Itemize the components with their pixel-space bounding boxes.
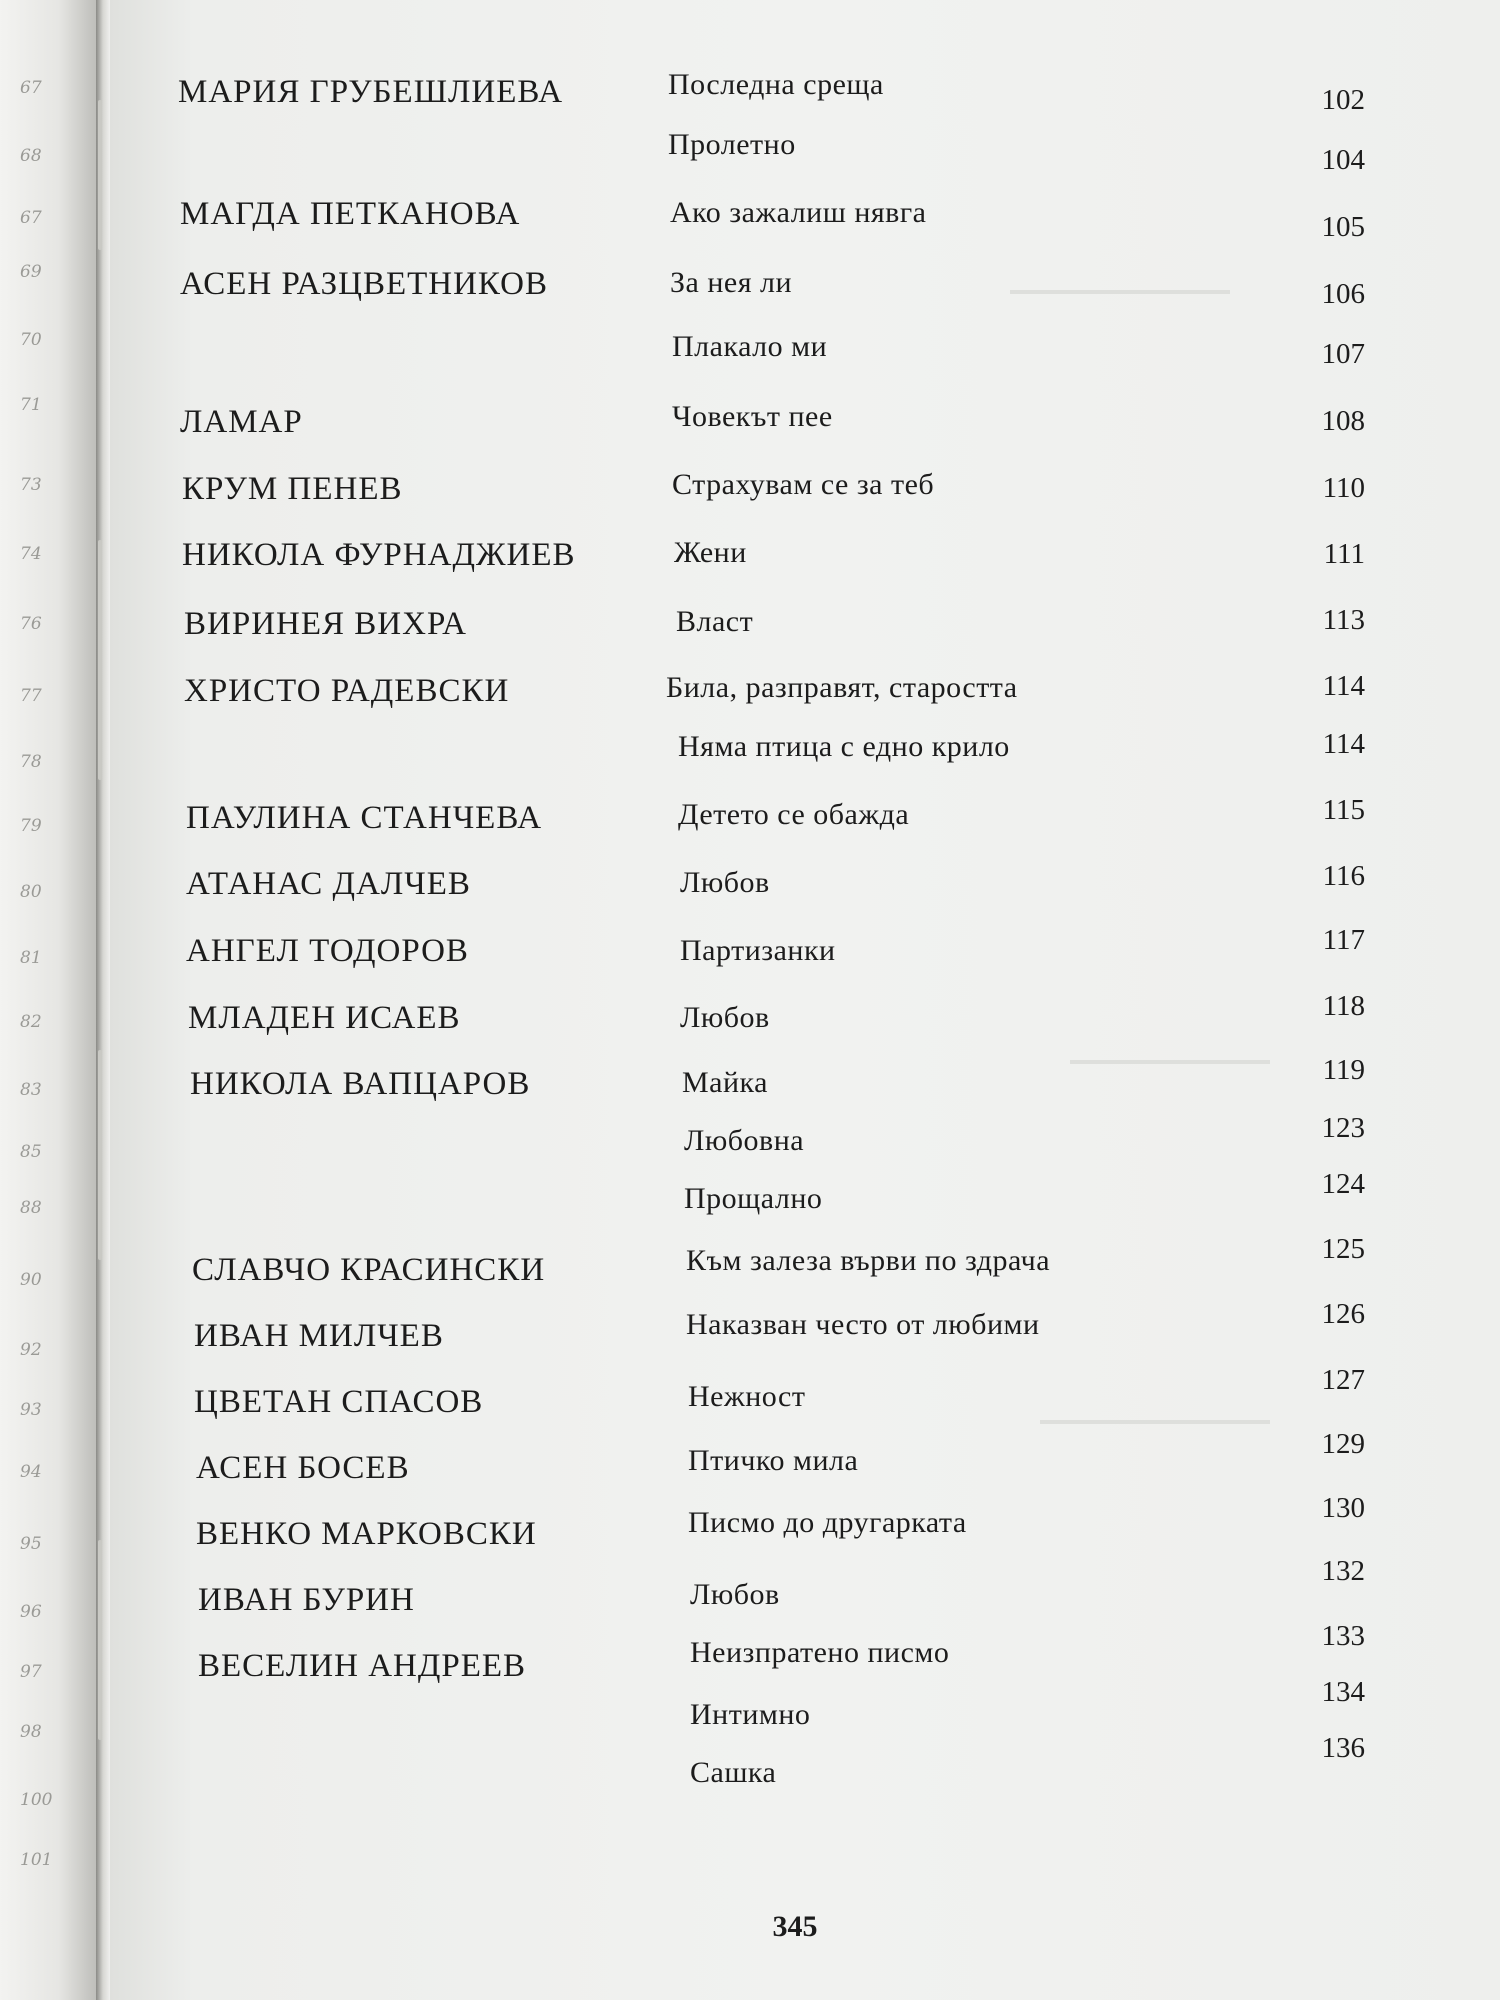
previous-page-number: 90 xyxy=(20,1270,42,1290)
page-number: 130 xyxy=(1321,1492,1365,1524)
previous-page-number: 74 xyxy=(20,544,42,564)
page-number: 115 xyxy=(1322,794,1365,826)
page-number: 104 xyxy=(1321,144,1365,176)
page-number: 106 xyxy=(1321,278,1365,310)
author-name: ВЕНКО МАРКОВСКИ xyxy=(196,1516,537,1552)
poem-title: Жени xyxy=(674,536,747,569)
page-number: 114 xyxy=(1322,728,1365,760)
previous-page-number: 93 xyxy=(20,1400,42,1420)
previous-page-number: 85 xyxy=(20,1142,42,1162)
poem-title: Страхувам се за теб xyxy=(672,468,935,501)
previous-page-number: 92 xyxy=(20,1340,42,1360)
show-through-text xyxy=(1070,1060,1270,1064)
page-number: 125 xyxy=(1321,1233,1365,1265)
poem-title: Плакало ми xyxy=(672,330,828,363)
page-number: 114 xyxy=(1322,670,1365,702)
page-folio: 345 xyxy=(772,1910,818,1943)
previous-page-number: 83 xyxy=(20,1080,42,1100)
page-number: 136 xyxy=(1321,1732,1365,1764)
previous-page-number: 70 xyxy=(20,330,42,350)
author-name: ПАУЛИНА СТАНЧЕВА xyxy=(186,800,543,836)
author-name: АНГЕЛ ТОДОРОВ xyxy=(186,933,469,969)
page-number: 108 xyxy=(1321,405,1365,437)
previous-page-number: 94 xyxy=(20,1462,42,1482)
previous-page-number: 79 xyxy=(20,816,42,836)
page-number: 126 xyxy=(1321,1298,1365,1330)
previous-page-number: 67 xyxy=(20,208,42,228)
page-number: 116 xyxy=(1322,860,1365,892)
poem-title: Любовна xyxy=(684,1124,805,1157)
previous-page-number: 77 xyxy=(20,686,42,706)
author-name: МАГДА ПЕТКАНОВА xyxy=(180,196,521,232)
poem-title: Човекът пее xyxy=(672,400,833,433)
binding-stitch xyxy=(98,1540,102,1740)
author-name: НИКОЛА ФУРНАДЖИЕВ xyxy=(182,537,576,573)
previous-page-number: 96 xyxy=(20,1602,42,1622)
poem-title: Прощално xyxy=(684,1182,823,1215)
page-number: 123 xyxy=(1321,1112,1365,1144)
page-number: 111 xyxy=(1323,538,1365,570)
previous-page-number: 69 xyxy=(20,262,42,282)
poem-title: Сашка xyxy=(690,1756,777,1789)
author-name: ВЕСЕЛИН АНДРЕЕВ xyxy=(198,1648,527,1684)
poem-title: Нежност xyxy=(688,1380,806,1413)
previous-page-number: 95 xyxy=(20,1534,42,1554)
page-number: 124 xyxy=(1321,1168,1365,1200)
previous-page-number: 71 xyxy=(20,395,42,415)
poem-title: Интимно xyxy=(690,1698,811,1731)
author-name: АСЕН РАЗЦВЕТНИКОВ xyxy=(180,266,548,302)
previous-page-edge xyxy=(0,0,98,2000)
poem-title: Била, разправят, старостта xyxy=(666,671,1018,704)
page-number: 102 xyxy=(1321,84,1365,116)
author-name: ХРИСТО РАДЕВСКИ xyxy=(184,673,510,709)
author-name: СЛАВЧО КРАСИНСКИ xyxy=(192,1252,546,1288)
author-name: НИКОЛА ВАПЦАРОВ xyxy=(190,1066,531,1102)
page-number: 113 xyxy=(1322,604,1365,636)
previous-page-number: 98 xyxy=(20,1722,42,1742)
author-name: АСЕН БОСЕВ xyxy=(196,1450,410,1486)
poem-title: За нея ли xyxy=(670,266,793,299)
previous-page-number: 97 xyxy=(20,1662,42,1682)
previous-page-number: 67 xyxy=(20,78,42,98)
page-number: 127 xyxy=(1321,1364,1365,1396)
author-name: ЦВЕТАН СПАСОВ xyxy=(194,1384,484,1420)
page-number: 132 xyxy=(1321,1555,1365,1587)
previous-page-number: 80 xyxy=(20,882,42,902)
author-name: ВИРИНЕЯ ВИХРА xyxy=(184,606,467,642)
previous-page-number: 82 xyxy=(20,1012,42,1032)
binding-stitch xyxy=(98,540,102,780)
poem-title: Любов xyxy=(680,1001,770,1034)
author-name: МАРИЯ ГРУБЕШЛИЕВА xyxy=(178,74,564,110)
poem-title: Детето се обажда xyxy=(678,798,910,831)
show-through-text xyxy=(1010,290,1230,294)
show-through-text xyxy=(1040,1420,1270,1424)
page-number: 134 xyxy=(1321,1676,1365,1708)
author-name: ИВАН МИЛЧЕВ xyxy=(194,1318,444,1354)
page-number: 129 xyxy=(1321,1428,1365,1460)
previous-page-number: 68 xyxy=(20,146,42,166)
page-number: 117 xyxy=(1322,924,1365,956)
previous-page-number: 101 xyxy=(20,1850,53,1870)
previous-page-number: 76 xyxy=(20,614,42,634)
poem-title: Към залеза върви по здрача xyxy=(686,1244,1051,1277)
previous-page-number: 88 xyxy=(20,1198,42,1218)
poem-title: Последна среща xyxy=(668,68,884,101)
previous-page-number: 78 xyxy=(20,752,42,772)
poem-title: Партизанки xyxy=(680,934,836,967)
page-number: 105 xyxy=(1321,211,1365,243)
poem-title: Неизпратено писмо xyxy=(690,1636,950,1669)
author-name: ЛАМАР xyxy=(180,404,303,440)
page-number: 133 xyxy=(1321,1620,1365,1652)
poem-title: Писмо до другарката xyxy=(688,1506,967,1539)
poem-title: Любов xyxy=(690,1578,780,1611)
poem-title: Любов xyxy=(680,866,770,899)
poem-title: Майка xyxy=(682,1066,768,1099)
poem-title: Власт xyxy=(676,605,754,638)
author-name: ИВАН БУРИН xyxy=(198,1582,415,1618)
poem-title: Ако зажалиш нявга xyxy=(670,196,927,229)
author-name: АТАНАС ДАЛЧЕВ xyxy=(186,866,471,902)
poem-title: Пролетно xyxy=(668,128,796,161)
page-number: 119 xyxy=(1322,1054,1365,1086)
binding-stitch xyxy=(98,100,102,250)
previous-page-number: 81 xyxy=(20,948,42,968)
page-number: 107 xyxy=(1321,338,1365,370)
page-number: 110 xyxy=(1322,472,1365,504)
binding-stitch xyxy=(98,1050,102,1260)
poem-title: Птичко мила xyxy=(688,1444,859,1477)
previous-page-number: 73 xyxy=(20,475,42,495)
page-number: 118 xyxy=(1322,990,1365,1022)
author-name: МЛАДЕН ИСАЕВ xyxy=(188,1000,461,1036)
poem-title: Няма птица с едно крило xyxy=(678,730,1010,763)
previous-page-number: 100 xyxy=(20,1790,53,1810)
poem-title: Наказван често от любими xyxy=(686,1308,1040,1341)
author-name: КРУМ ПЕНЕВ xyxy=(182,471,403,507)
